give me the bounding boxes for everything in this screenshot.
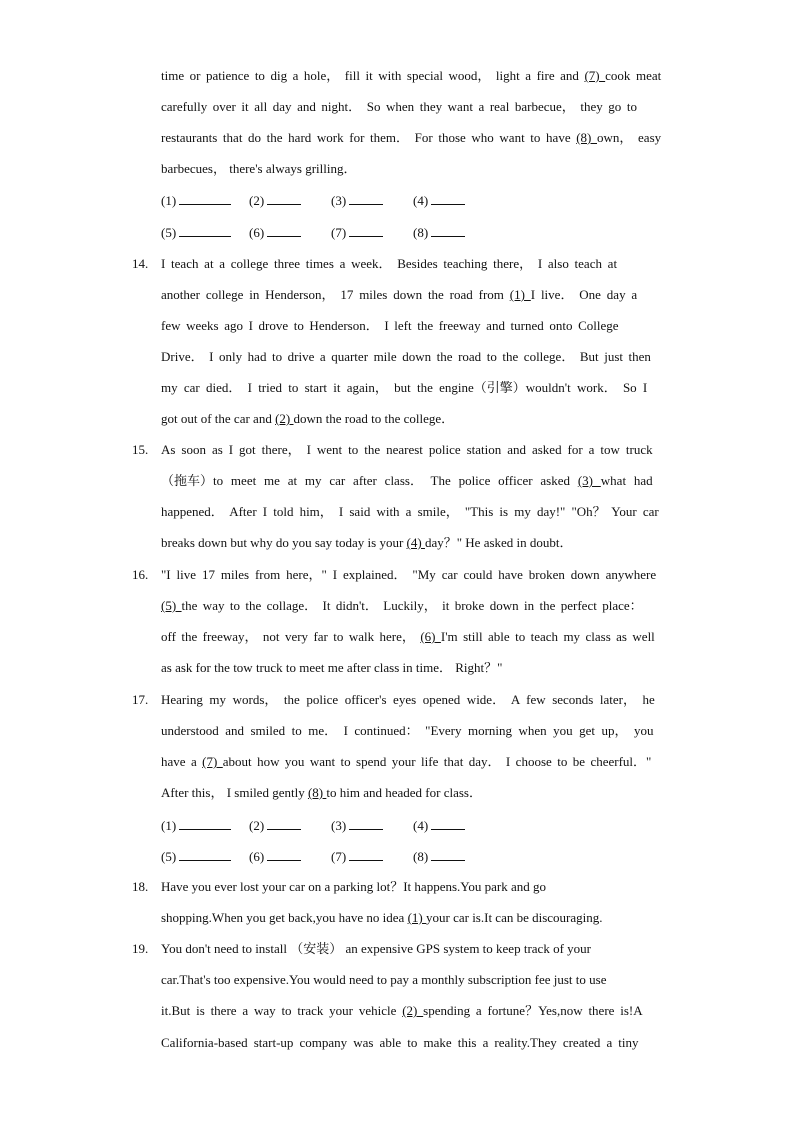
answer-line[interactable] (267, 817, 301, 830)
text-line (161, 130, 661, 146)
text-line (161, 567, 656, 583)
answer-line[interactable] (349, 817, 383, 830)
answer-label: (8) (413, 225, 432, 240)
answer-label: (4) (413, 818, 432, 833)
answer-label: (8) (413, 849, 432, 864)
text-segment: what had (600, 473, 653, 488)
blank-marker: (1) (407, 910, 426, 925)
question-number: 15. (132, 442, 149, 457)
text-segment: have a (161, 754, 203, 769)
question-number: 18. (132, 879, 149, 894)
blank-marker: (3) (577, 473, 601, 488)
answer-blank (161, 817, 231, 834)
answer-blank (413, 848, 465, 865)
answer-line[interactable] (431, 224, 465, 237)
text-segment: time or patience to dig a hole， fill it with special wood， light a fire and (161, 68, 585, 83)
answer-label: (7) (331, 849, 350, 864)
text-line (161, 349, 651, 365)
text-segment: as ask for the tow truck to meet me after class in time． Right？" (161, 660, 503, 675)
text-line (161, 660, 502, 676)
answer-label: (6) (249, 225, 268, 240)
blank-marker: (6) (420, 629, 441, 644)
text-line (161, 287, 637, 303)
answer-line[interactable] (431, 848, 465, 861)
text-line (161, 941, 591, 957)
text-segment: After this， I smiled gently (161, 785, 308, 800)
text-line (161, 318, 619, 334)
answer-label: (2) (249, 818, 268, 833)
text-segment: I teach at a college three times a week． Besides teaching there， I also teach at (161, 256, 618, 271)
text-segment: California-based start-up company was able to make this a reality.They created a tiny (161, 1035, 639, 1050)
text-line (161, 256, 617, 272)
answer-blank (413, 817, 465, 834)
answer-label: (2) (249, 193, 268, 208)
answer-blank (413, 224, 465, 241)
answer-line[interactable] (267, 848, 301, 861)
text-segment: "I live 17 miles from here，" I explained． "My car could have broken down anywhere (161, 567, 657, 582)
text-line (161, 754, 651, 770)
answer-label: (3) (331, 818, 350, 833)
text-segment: to him and headed for class． (326, 785, 482, 800)
text-line (161, 723, 653, 739)
text-segment: Hearing my words， the police officer's eyes opened wide． A few seconds later， he (161, 692, 655, 707)
answer-line[interactable] (267, 224, 301, 237)
text-segment: I'm still able to teach my class as well (440, 629, 655, 644)
question-number: 14. (132, 256, 149, 271)
text-segment: my car died． I tried to start it again， but the engine（引擎）wouldn't work． So I (161, 380, 648, 395)
text-segment: happened． After I told him， I said with a smile， "This is my day!" "Oh？ Your car (161, 504, 659, 519)
text-segment: few weeks ago I drove to Henderson． I left the freeway and turned onto College (161, 318, 619, 333)
answer-blank (249, 848, 301, 865)
answer-blank (249, 817, 301, 834)
text-line (161, 380, 647, 396)
answer-label: (1) (161, 193, 180, 208)
answer-line[interactable] (179, 817, 231, 830)
blank-marker: (4) (406, 535, 425, 550)
blank-marker: (1) (509, 287, 531, 302)
text-segment: car.That's too expensive.You would need to pay a monthly subscription fee just to use (161, 972, 607, 987)
text-segment: got out of the car and (161, 411, 276, 426)
text-segment: understood and smiled to me． I continued： "Every morning when you get up， you (161, 723, 654, 738)
answer-line[interactable] (431, 192, 465, 205)
text-segment: the way to the collage． It didn't． Luckily， it broke down in the perfect place： (181, 598, 643, 613)
text-line (161, 972, 606, 988)
text-segment: carefully over it all day and night． So when they want a real barbecue， they go to (161, 99, 637, 114)
text-segment: restaurants that do the hard work for them． For those who want to have (161, 130, 577, 145)
text-segment: You don't need to install （安装） an expensive GPS system to keep track of your (161, 941, 591, 956)
text-line (161, 598, 643, 614)
text-segment: breaks down but why do you say today is your (161, 535, 407, 550)
text-line (161, 504, 659, 520)
text-segment: spending a fortune？Yes,now there is!A (423, 1003, 643, 1018)
answer-line[interactable] (179, 192, 231, 205)
answer-line[interactable] (267, 192, 301, 205)
question-number: 16. (132, 567, 149, 582)
text-line (161, 1035, 639, 1051)
text-line (161, 785, 482, 801)
text-segment: Have you ever lost your car on a parking lot？It happens.You park and go (161, 879, 546, 894)
text-segment: As soon as I got there， I went to the nearest police station and asked for a tow truck (161, 442, 653, 457)
text-segment: your car is.It can be discouraging. (426, 910, 603, 925)
answer-line[interactable] (349, 192, 383, 205)
text-line (161, 473, 653, 489)
blank-marker: (2) (275, 411, 294, 426)
text-segment: day？" He asked in doubt． (424, 535, 573, 550)
text-segment: off the freeway， not very far to walk here， (161, 629, 421, 644)
text-line (161, 692, 655, 708)
text-segment: about how you want to spend your life that day． I choose to be cheerful．" (222, 754, 652, 769)
answer-label: (4) (413, 193, 432, 208)
blank-marker: (7) (202, 754, 223, 769)
answer-line[interactable] (349, 848, 383, 861)
text-segment: down the road to the college． (293, 411, 455, 426)
question-number: 17. (132, 692, 149, 707)
text-line (161, 535, 573, 551)
answer-line[interactable] (179, 224, 231, 237)
answer-label: (5) (161, 225, 180, 240)
answer-blank (331, 817, 383, 834)
text-segment: shopping.When you get back,you have no idea (161, 910, 408, 925)
blank-marker: (8) (576, 130, 598, 145)
text-line (161, 1003, 643, 1019)
answer-label: (6) (249, 849, 268, 864)
answer-blank (161, 192, 231, 209)
text-segment: I live． One day a (530, 287, 638, 302)
answer-blank (161, 848, 231, 865)
answer-line[interactable] (349, 224, 383, 237)
answer-blank (161, 224, 231, 241)
text-line (161, 161, 356, 177)
text-segment: another college in Henderson， 17 miles down the road from (161, 287, 510, 302)
answer-blank (331, 224, 383, 241)
blank-marker: (5) (161, 598, 182, 613)
answer-line[interactable] (179, 848, 231, 861)
text-line (161, 411, 454, 427)
answer-blank (331, 848, 383, 865)
text-line (161, 879, 546, 895)
text-line (161, 68, 661, 84)
answer-blank (331, 192, 383, 209)
answer-blank (249, 192, 301, 209)
question-number: 19. (132, 941, 149, 956)
answer-label: (3) (331, 193, 350, 208)
text-segment: own， easy (597, 130, 662, 145)
text-line (161, 629, 655, 645)
text-segment: it.But is there a way to track your vehicle (161, 1003, 403, 1018)
answer-label: (7) (331, 225, 350, 240)
text-line (161, 442, 653, 458)
answer-blank (413, 192, 465, 209)
text-segment: barbecues， there's always grilling． (161, 161, 357, 176)
text-segment: Drive． I only had to drive a quarter mile down the road to the college． But just then (161, 349, 651, 364)
answer-label: (1) (161, 818, 180, 833)
text-segment: （拖车）to meet me at my car after class． The police officer asked (161, 473, 578, 488)
answer-label: (5) (161, 849, 180, 864)
blank-marker: (7) (584, 68, 606, 83)
text-line (161, 910, 603, 926)
text-segment: cook meat (605, 68, 662, 83)
answer-line[interactable] (431, 817, 465, 830)
blank-marker: (2) (402, 1003, 424, 1018)
text-line (161, 99, 637, 115)
answer-blank (249, 224, 301, 241)
blank-marker: (8) (307, 785, 327, 800)
